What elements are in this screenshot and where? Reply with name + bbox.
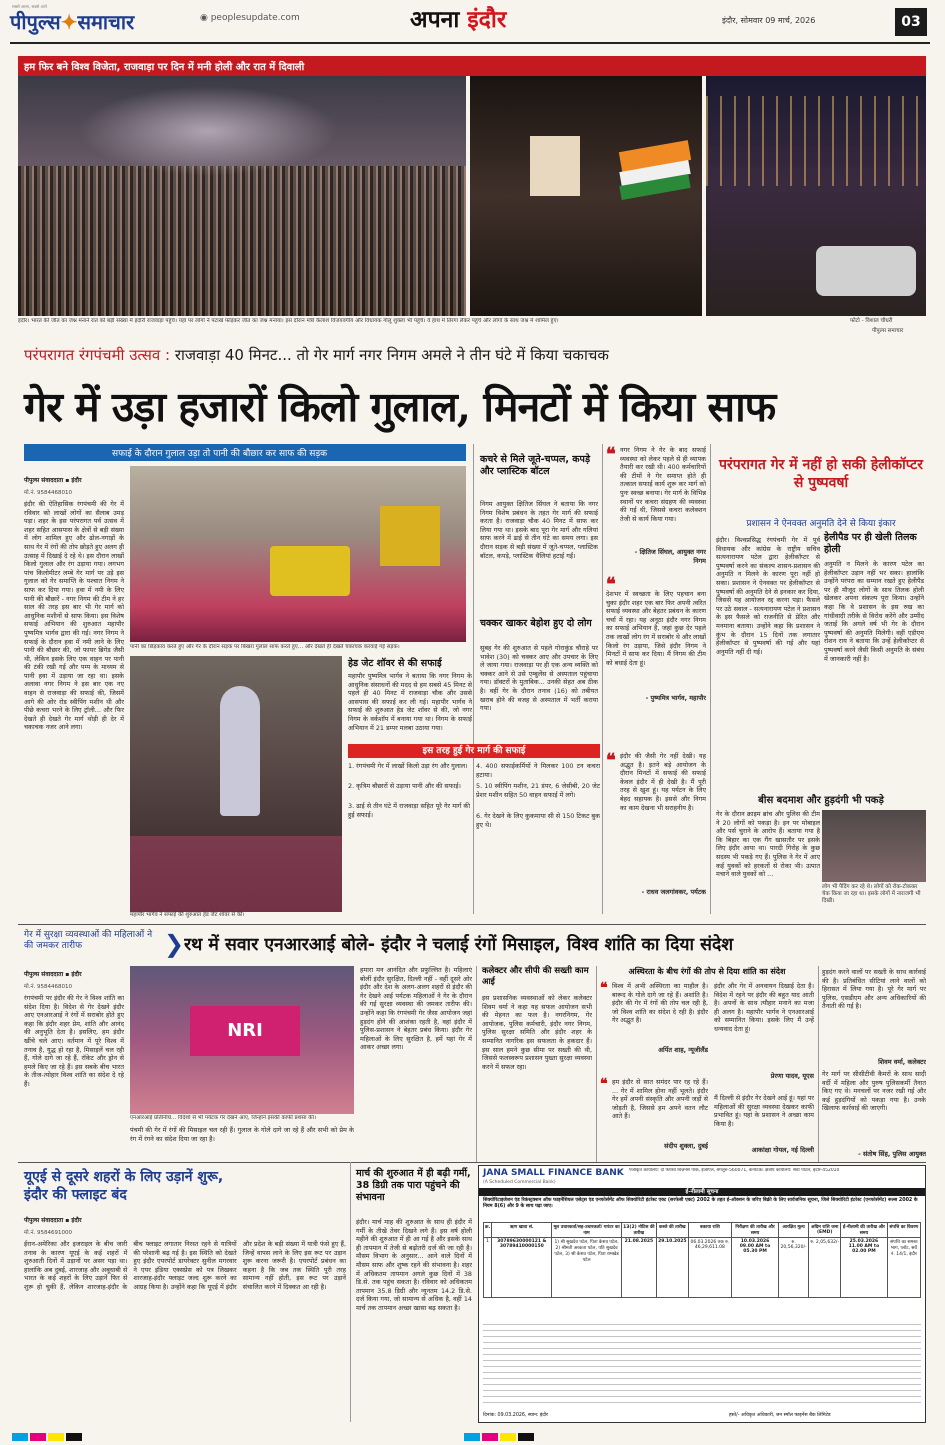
quote-mark-icon: ❝ bbox=[600, 1076, 608, 1092]
cmyk-magenta bbox=[30, 1433, 46, 1441]
helipad-body: अनुमति न मिलने के कारण पटेल का हेलीकॉप्टर उड़ान नहीं भर सका। हालांकि उन्होंने परंपरा का सम्मान रखते हुए हेलीपैड पर ही मौजूद लोगों के साथ तिलक होली खेलकर अपना संकल्प पूरा किया। उन्होंने कहा कि वे प्रशासन के इस रुख का गांधीवादी तरीके से विरोध करेंगे और उम्मीद जताई कि अगले वर्ष भी गेर के दौरान पुष्पवर्षा की अनुमति मिलेगी। वहीं एडीएम रोशन राय ने बताया कि उन्हें हेलीकॉप्टर से पुष्पवर्षा करने जैसी किसी अनुमति के संबंध में जानकारी नहीं है। bbox=[824, 560, 924, 663]
masthead-rule bbox=[10, 42, 930, 44]
byline-name: पीपुल्स संवाददाता bbox=[24, 971, 64, 978]
quote1-by: - क्षितिज सिंघल, आयुक्त नगर निगम bbox=[634, 548, 706, 565]
logo-left: पीपुल्स bbox=[10, 10, 61, 34]
quote2-by: - पुष्यमित्र भार्गव, महापौर bbox=[645, 694, 706, 702]
nri-col-divider-3 bbox=[818, 966, 819, 1162]
table-cell: 29.10.2025 bbox=[657, 1238, 688, 1298]
byline-name: पीपुल्स संवाददाता bbox=[24, 1217, 64, 1224]
peace-headline: अस्थिरता के बीच रंगों की तोप से दिया शांति का संदेश bbox=[628, 967, 786, 976]
side2-headline: चक्कर खाकर बेहोश हुए दो लोग bbox=[480, 618, 592, 629]
nri-body2: पंचमी की गेर में रंगों की मिसाइल चल रही हैं। गुलाल के गोले दागे जा रहे हैं और सभी को प्रेम के रंग में रंगने का संदेश दिया जा रहा है। bbox=[130, 1126, 354, 1143]
logo-dot: ✦ bbox=[60, 10, 78, 34]
nri-headline: रथ में सवार एनआरआई बोले- इंदौर ने चलाई रंगों मिसाइल, विश्व शांति का दिया संदेश bbox=[184, 935, 734, 955]
side1-body: निगम आयुक्त क्षितिज सिंघल ने बताया कि नगर निगम विशेष प्रबंधन के तहत गेर मार्ग की सफाई करता है। राजवाड़ा चौक 40 मिनट में साफ कर लिया गया था। इसके बाद पूरा गेर मार्ग और गलियां साफ करने में ढाई से तीन घंटे का समय लगा। इस दौरान सड़क से बड़ी संख्या में जूते-चप्पल, प्लास्टिक बॉटल, कपड़े, प्लास्टिक थैलियां हटाई गईं। bbox=[480, 500, 598, 560]
cmyk-cyan bbox=[12, 1433, 28, 1441]
tender-fineprint bbox=[483, 1324, 921, 1408]
side-q1-by: शिवम वर्मा, कलेक्टर bbox=[878, 1058, 926, 1066]
site-url-text: peoplesupdate.com bbox=[210, 13, 300, 23]
cmyk-cyan bbox=[464, 1433, 480, 1441]
lead-subhead: सफाई के दौरान गुलाल उड़ा तो पानी की बौछार कर साफ की सड़क bbox=[112, 449, 328, 459]
photo-yellow-roller bbox=[270, 546, 350, 596]
step-item: 3. ढाई से तीन घंटे में राजवाड़ा सहित पूरे गेर मार्ग की हुई सफाई। bbox=[348, 802, 470, 819]
flower-divider bbox=[710, 444, 711, 914]
quote2-text: देशभर में स्वच्छता के लिए पहचान बना चुका इंदौर शहर एक बार फिर अपनी त्वरित सफाई व्यवस्था और बेहतर प्रबंधन के कारण चर्चा में रहा। यह अनूठा इंदौर नगर निगम का सफाई अभियान है, जहां कुछ देर पहले तक लाखों लोग रंग में सराबोर थे और लाखों किलो रंग उड़ाया, जिसे इंदौर निगम ने मिनटों में साफ कर दिया। मैं निगम की टीम को बधाई देता हूं। bbox=[606, 590, 706, 667]
helipad-headline: हेलीपैड पर ही खेली तिलक होली bbox=[824, 532, 917, 555]
side-q2-by: - संतोष सिंह, पुलिस आयुक्त bbox=[858, 1150, 926, 1158]
table-header-cell: ई-नीलामी की तारीख और समय bbox=[841, 1223, 888, 1238]
cmyk-registration-strip bbox=[0, 1433, 945, 1443]
jet-body: महापौर पुष्यमित्र भार्गव ने बताया कि नगर निगम के आधुनिक संसाधनों की मदद से हम सबसे 45 मिनट से पहले ही 40 मिनट में राजवाड़ा चौक और उससे आसपास की सफाई कर ली गई। महापौर भार्गव ने सफाई की शुरुआत हेड जेट शॉवर से की, जो नगर निगम के वर्कशॉप में बनाया गया था। निगम के सफाई अभियान में 21 डम्पर मलबा उठाया गया। bbox=[348, 672, 472, 732]
flights-mobile: मो.नं. 9584691000 bbox=[24, 1230, 73, 1236]
photo-crowd-texture bbox=[18, 166, 466, 316]
photo-brand: पीपुल्स समाचार bbox=[872, 328, 904, 334]
cmyk-black bbox=[518, 1433, 534, 1441]
lead-kicker bbox=[24, 345, 609, 365]
nri-col-divider-1 bbox=[476, 966, 477, 1162]
lead-headline: गेर में उड़ा हजारों किलो गुलाल, मिनटों में किया साफ bbox=[24, 383, 776, 431]
flower-headline: परंपरागत गेर में नहीं हो सकी हेलीकॉप्टर से पुष्पवर्षा bbox=[719, 457, 923, 491]
photo-poster bbox=[530, 136, 580, 196]
quote3-by: - राधव जलगांवकर, पर्यटक bbox=[641, 888, 706, 896]
byline-name: पीपुल्स संवाददाता bbox=[24, 477, 64, 484]
table-cell: 30789630000121 & 30789410000150 bbox=[492, 1238, 552, 1298]
table-cell: 25.03.2026 11.00 AM to 02.00 PM bbox=[841, 1238, 888, 1298]
mayor-photo-caption: महापौर भार्गव ने सफाई की शुरुआत हेड जेट शॉवर से की। bbox=[130, 912, 245, 918]
flights-body: ईरान-अमेरिका और इजराइल के बीच जारी तनाव के कारण यूएई के कई शहरों में शुरुआती दिनों में उड़ानों पर असर पड़ा था। हालांकि अब दुबई, शारजाह और अबूधाबी से भारत के कई शहरों के लिए उड़ानें फिर से शुरू हो चुकी हैं, लेकिन शारजाह-इंदौर के बीच फ्लाइट लगातार निरस्त रहने से यात्रियों की परेशानी बढ़ गई है। इस स्थिति को देखते हुए इंदौर एयरपोर्ट डायरेक्टर सुनील मगरवार ने एयर इंडिया एक्सप्रेस को पत्र लिखकर शारजाह-इंदौर फ्लाइट जल्द शुरू करने का आग्रह किया है। उन्होंने कहा कि यूएई में इंदौर और प्रदेश के बड़ी संख्या में यात्री फंसे हुए हैं, जिन्हें वापस लाने के लिए इस रूट पर उड़ान शुरू करना जरूरी है। एयरपोर्ट प्रबंधन का कहना है कि जब तक स्थिति पूरी तरह सामान्य नहीं होती, इस रूट पर उड़ानें संचालित करने में दिक्कत आ रही है। bbox=[24, 1240, 346, 1291]
logo-right: समाचार bbox=[77, 10, 135, 34]
quote-mark-icon: ❝ bbox=[600, 980, 608, 996]
byline-city: इंदौर bbox=[71, 971, 82, 978]
step-item: 1. रंगपंचमी गेर में लाखों किलो उड़ा रंग और गुलाल। bbox=[348, 762, 468, 770]
photo-nri-chariot bbox=[130, 966, 354, 1114]
cmyk-black bbox=[66, 1433, 82, 1441]
steps-list bbox=[348, 762, 600, 872]
lead-body: इंदौर की ऐतिहासिक रंगपंचमी की गेर में रविवार को लाखों लोगों का सैलाब उमड़ पड़ा। शहर के इस परंपरागत पर्व उत्सव में शहर सहित आसपास के क्षेत्रों से बड़ी संख्या में लोग शामिल हुए और ढोल-नगाड़ों के साथ गेर में रंगों की तोप छोड़ते हुए अलग ही उत्साह में दिखाई दे रहे थे। इस दौरान लाखों किलो गुलाल और रंग उड़ाया गया। लगभग पांच किलोमीटर लम्बे गेर मार्ग पर उड़े इस गुलाल को गेर समाप्ति के पश्चात निगम ने साफ कर दिया गया। हवा में नमी के लिए पानी की बौछारें - नगर निगम की टीम ने हर साल की तरह इस बार भी गेर मार्ग को आधुनिक मशीनों से साफ किया। इस विशेष सफाई अभियान की शुरुआत महापौर पुष्यमित्र भार्गव द्वारा की गई। नगर निगम ने सफाई के दौरान हवा में नमी लाने के लिए पानी की बौछार की, जो फायर ब्रिगेड जैसी थी, लेकिन इसके लिए एक वाहन पर पानी की टंकी रखी गई और पम्प के माध्यम से पानी हवा में उड़ाया जा रहा था। इसके अलावा नगर निगम ने इस बार एक नए वाहन से राजवाड़ा की सफाई की, जिसमें आगे की ओर रोड स्वीपिंग मशीन थी और पीछे कचरा भरने के लिए ट्रॉली... और फिर देखते ही देखते गेर मार्ग थोड़ी ही देर में चकाचक नजर आने लगा। bbox=[24, 500, 124, 732]
photo-pink-ground bbox=[130, 836, 342, 912]
photo-crowd-rajwada bbox=[18, 76, 466, 316]
photo-night-street bbox=[706, 76, 926, 316]
peace-q3-by: प्रेरणा यादव, यूएस bbox=[770, 1072, 814, 1080]
photo-caption: इंदौर। भारत की जीत का जश्न मनाने रात को बड़ी संख्या में इंदौरी राजवाड़ा पहुंचे। यहां पर लोगों ने पटाखे फोड़कर जीत का जश्न मनाया। इस दौरान मंत्री कैलाश विजयवर्गीय और विधायक गोलू शुक्ला भी पहुंचे। वे हाथ में तिरंगा लेकर पहुंचे और लोगों के साथ जश्न में शामिल हुए। bbox=[18, 318, 559, 324]
notice-desc: सिक्योरिटाइजेशन एंड रिकंस्ट्रक्शन ऑफ फाइनेंशियल एसेट्स एंड एनफोर्समेंट ऑफ सिक्योरिटी इंटरेस्ट एक्ट (सरफेसी एक्ट) 2002 के तहत ई-ऑक्शन के जरिए बिक्री के लिए सार्वजनिक सूचना, जिसे सिक्योरिटी इंटरेस्ट (एनफोर्समेंट) रूल्स 2002 के नियम 8(6) और 9 के साथ पढ़ा जाए। bbox=[483, 1198, 918, 1210]
bank-sub: (A Scheduled Commercial Bank) bbox=[483, 1180, 556, 1185]
bank-addr: पंजीकृत कार्यालय: दी फेयरवे बिज़नेस पार्क, ईजीएल, बेंगलुरु-560071, कर्नाटक। क्षेत्रीय कार्यालय: सेवा पोर्टल, इंदौर-452010 bbox=[629, 1168, 840, 1173]
bouncers-headline: बीस बदमाश और हुड़दंगी भी पकड़े bbox=[758, 795, 884, 806]
nri-kicker: गेर में सुरक्षा व्यवस्थाओं की महिलाओं ने की जमकर तारीफ bbox=[24, 930, 153, 951]
table-cell: 06.03.2026 तक रु. 46,29,611.08 bbox=[688, 1238, 732, 1298]
photo-credit: फोटो - विशाल चौधरी bbox=[850, 318, 893, 324]
step-item: 2. कृत्रिम बौछारों से उड़ाया पानी और की सफाई। bbox=[348, 782, 461, 790]
table-cell: रु. 20,56,320/- bbox=[778, 1238, 809, 1298]
table-header-cell: ऋण खाता सं. bbox=[492, 1223, 552, 1238]
table-cell: 10.03.2026 09.00 AM to 05.30 PM bbox=[732, 1238, 779, 1298]
photo-nri-banner: NRI bbox=[190, 1006, 300, 1056]
quote-mark-icon: ❝ bbox=[606, 750, 616, 771]
table-header-cell: क्र. bbox=[484, 1223, 492, 1238]
table-row bbox=[484, 1238, 921, 1298]
masthead-logo bbox=[10, 8, 134, 35]
flights-top-rule bbox=[18, 1162, 926, 1163]
bouncers-body: गेर के दौरान क्राइम ब्रांच और पुलिस की टीम ने 20 लोगों को पकड़ा है। इन पर मोबाइल और पर्स चुराने के आरोप हैं। बताया गया है कि बिहार का एक गैंग खासतौर पर इसके लिए इंदौर आया था। पारदी गिरोह के कुछ सदस्य भी पकड़े गए हैं। पुलिस ने गेर में आए कई युवकों को हरकतों से रोका भी। उत्पात मचाने वाले युवकों को ... bbox=[716, 810, 820, 879]
table-header-cell: 13(2) नोटिस की तारीख bbox=[621, 1223, 656, 1238]
section-title bbox=[410, 2, 506, 34]
table-header-cell: मूल उधारकर्ता/सह-उधारकर्ता/ गारंटर का नाम bbox=[552, 1223, 621, 1238]
flower-body: इंदौर। विश्वप्रसिद्ध रंगपंचमी गेर में पूर्व विधायक और कांग्रेस के राष्ट्रीय सचिव सत्यनारायण पटेल द्वारा हेलीकॉप्टर से पुष्पवर्षा करने का संकल्प शासन-प्रशासन की अनुमति न मिलने के कारण पूरा नहीं हो सका। प्रशासन ने ऐनवक्त पर हेलीकॉप्टर से पुष्पवर्षा की अनुमति देने से इनकार कर दिया, जिससे यह आयोजन रद्द करना पड़ा। फैसले पर उठे सवाल - सत्यनारायण पटेल ने प्रशासन के इस फैसले को राजनीति से प्रेरित और मनमाना बताया। उन्होंने कहा कि प्रशासन ने कुंभ के दौरान 15 दिनों तक लगातार हेलीकॉप्टर से पुष्पवर्षा की गई और यहां अनुमति नहीं दी गई। bbox=[716, 536, 820, 656]
photo-arrests bbox=[822, 810, 926, 882]
side-q2: गेर मार्ग पर सीसीटीवी कैमरों के साथ सादी वर्दी में महिला और पुरुष पुलिसकर्मी तैनात किए गए थे। मनचलों पर नजर रखी गई और कई हुड़दंगियों को पकड़ा गया है। उनके खिलाफ कार्रवाई की जाएगी। bbox=[822, 1070, 926, 1113]
photo-mayor-jet bbox=[130, 656, 342, 912]
tender-footer: दिनांक: 09.03.2026, स्थान: इंदौर bbox=[483, 1413, 549, 1418]
quote3-text: इंदौर की जैसी गेर नहीं देखी। यह अद्भुत है। इतने बड़े आयोजन के दौरान मिनटों में सफाई की सफाई केवल इंदौर में ही देखी है। मैं पूरी तरह से खुश हूं। यह पर्यटन के लिए बेहद सहायक है। इससे और निगम का काम देखना भी सराहनीय है। bbox=[620, 752, 706, 812]
table-header-cell: संपत्ति का विवरण bbox=[887, 1223, 920, 1238]
nri-byline: पीपुल्स संवाददाता ▪ इंदौर bbox=[24, 971, 82, 978]
peace-q2: हम इंदौर से सात समंदर पार रह रहे हैं। ... गेर में शामिल होना नहीं भूलते। इंदौर गेर हमें अपनी संस्कृति और अपनी जड़ों से जोड़ती है, जिससे हम अपने वतन लौट आते हैं। bbox=[612, 1078, 708, 1121]
kicker-red: परंपरागत रंगपंचमी उत्सव : bbox=[24, 346, 171, 364]
table-cell: 1 bbox=[484, 1238, 492, 1298]
cmyk-yellow bbox=[500, 1433, 516, 1441]
photo-flag-celebration bbox=[470, 76, 702, 316]
photo-car bbox=[816, 246, 916, 296]
table-cell: रु. 2,05,632/- bbox=[809, 1238, 841, 1298]
photo-jcb bbox=[380, 506, 440, 566]
nri-body3: हमारा मन आनंदित और प्रफुल्लित है। महिलाएं बोलीं इंदौर सुरक्षित, दिल्ली नहीं - वहीं दूसरे ओर इंदौर और देश के अलग-अलग शहरों से इंदौर की गेर देखने आई पर्यटक महिलाओं ने गेर के दौरान की गई सुरक्षा व्यवस्था की जमकर तारीफ की। उन्होंने कहा कि रंगपंचमी गेर जैसा आयोजन जहां हुड़दंग होने की आशंका रहती है, वहां इंदौर में पुलिस-प्रशासन ने बेहतर प्रबंध किया। इंदौर गेर महिलाओं के लिए सुरक्षित है, हमें यहां गेर में आकर अच्छा लगा। bbox=[360, 966, 472, 1052]
photo-cleaning-machines bbox=[130, 466, 466, 642]
lead-byline: पीपुल्स संवाददाता ▪ इंदौर bbox=[24, 477, 82, 484]
peace-q4: मैं दिल्ली से इंदौर गेर देखने आई हूं। यहां पर महिलाओं की सुरक्षा व्यवस्था देखकर काफी प्रभावित हूं। यहां के प्रशासन ने अच्छा काम किया है। bbox=[714, 1094, 814, 1128]
globe-icon: ◉ bbox=[200, 13, 211, 23]
section-prefix: अपना bbox=[410, 6, 460, 33]
weather-headline: मार्च की शुरुआत में ही बढ़ी गर्मी, 38 डिग्री तक पारा पहुंचने की संभावना bbox=[356, 1168, 471, 1203]
flights-byline: पीपुल्स संवाददाता ▪ इंदौर bbox=[24, 1217, 82, 1224]
kicker-black: राजवाड़ा 40 मिनट... तो गेर मार्ग नगर निगम अमले ने तीन घंटे में किया चकाचक bbox=[174, 346, 609, 364]
cleaning-photo-caption: पानी का छिड़काव करते हुए और गेर के दौरान सड़क पर बिखरा गुलाल साफ करते हुए... और देखते ही देखते चकाचक करवाई गई सड़क। bbox=[130, 644, 400, 650]
section-city: इंदौर bbox=[467, 6, 507, 33]
nri-photo-caption: एनआरआई प्रतिनिधि... विदेशों से भी पर्यटक गेर देखने आए, जिन्होंने इसकी काफी प्रशंसा की। bbox=[130, 1115, 317, 1121]
site-url[interactable] bbox=[200, 13, 300, 23]
bank-logo bbox=[483, 1168, 624, 1178]
issue-date: इंदौर, सोमवार 09 मार्च, 2026 bbox=[722, 16, 816, 25]
lead-col-divider-2 bbox=[602, 444, 603, 914]
flower-subhead: प्रशासन ने ऐनवक्त अनुमति देने से किया इंकार bbox=[746, 519, 896, 529]
cmyk-yellow bbox=[48, 1433, 64, 1441]
peace-q3: इंदौर और गेर में अनवायन दिखाई देता है। विदेश में रहने पर इंदौर की बहुत याद आती है। अपनों के साथ त्यौहार मनाने का मजा ही अलग है। महापौर भार्गव ने एनआरआई को सम्मानित किया। इसके लिए मैं उन्हें धन्यवाद देता हूं। bbox=[714, 982, 814, 1033]
table-header-cell: बकाया राशि bbox=[688, 1223, 732, 1238]
weather-divider bbox=[350, 1162, 351, 1422]
nri-mobile: मो.नं. 9584468010 bbox=[24, 984, 73, 990]
table-header-cell: निरीक्षण की तारीख और समय bbox=[732, 1223, 779, 1238]
nri-col-divider-2 bbox=[596, 966, 597, 1162]
photo-story-title: हम फिर बने विश्व विजेता, राजवाड़ा पर दिन में मनी होली और रात में दिवाली bbox=[24, 62, 305, 73]
flights-headline: यूएई से दूसरे शहरों के लिए उड़ानें शुरू, इंदौर की फ्लाइट बंद bbox=[24, 1169, 224, 1203]
table-header-row bbox=[484, 1223, 921, 1238]
collector-body: इस प्रशासनिक व्यवस्थाओं को लेकर कलेक्टर शिवम वर्मा ने कहा यह सफल आयोजन सभी की मेहनत का फल है। नगरनिगम, गेर आयोजक, पुलिस कर्मचारी, इंदौर नगर निगम, पुलिस सुरक्षा समिति और इंदौर शहर के सम्मानित नागरिक इस सफलता के हकदार हैं। इस साल हमने कुछ सीमा पर सख्ती की थी, जिससे फलस्वरूप प्रशासन पुख्ता सुरक्षा व्यवस्था करने में सफल रहा। bbox=[482, 994, 592, 1071]
auction-table bbox=[483, 1222, 921, 1298]
peace-q2-by: संदीप शुक्ला, दुबई bbox=[664, 1142, 708, 1150]
bank-name: JANA SMALL FINANCE BANK bbox=[483, 1168, 624, 1178]
side-q1: हुड़दंग करने वालों पर सख्ती के साथ कार्रवाई की है। प्रतिबंधित सीटियां लाने वालों को हिरासत में लिया गया है। पूरे गेर मार्ग पर पुलिस, एसडीएम और अन्य अधिकारियों की तैनाती की गई है। bbox=[822, 968, 926, 1011]
step-item: 5. 10 स्वीपिंग मशीन, 21 डंपर, 6 जेसीबी, 20 जेट प्रेशर मशीन सहित 50 वाहन सफाई में लगे। bbox=[476, 782, 600, 799]
arrests-caption: लोग भी पैदिंग कर रहे थे। लोगों को रोक-टोककर चेक किया जा रहा था। इसके लोगों में नाराजगी भी दिखी। bbox=[822, 884, 921, 904]
quote-mark-icon: ❝ bbox=[606, 444, 616, 465]
table-cell: 1) श्री सुखदेव पटेल, पिता केशव पटेल, 2) श्रीमती अरकता पटेल, पति सुखदेव पटेल, 3) श्री केशव पटेल, पिता रामखेड पटेल bbox=[552, 1238, 621, 1298]
collector-headline: कलेक्टर और सीपी की सख्ती काम आई bbox=[482, 966, 589, 987]
peace-q1: विश्व में अभी अस्थिरता का माहौल है। बारूद के गोले दागे जा रहे हैं। अशांति है। इंदौर की गेर में रंगों की तोप चल रही है, जो विश्व शांति का संदेश दे रही है। इंदौर गेर अद्भुत है। bbox=[612, 982, 708, 1025]
tender-notice bbox=[478, 1165, 926, 1423]
table-header-cell: आरक्षित मूल्य bbox=[778, 1223, 809, 1238]
page-number: 03 bbox=[895, 8, 927, 36]
notice-title: ई-नीलामी सूचना bbox=[685, 1189, 719, 1195]
table-header-cell: अग्रिम राशि जमा (EMD) bbox=[809, 1223, 841, 1238]
table-cell: 21.08.2025 bbox=[621, 1238, 656, 1298]
nri-kicker-arrow: ❯ bbox=[164, 930, 185, 958]
peace-q4-by: आकांक्षा गोयल, नई दिल्ली bbox=[751, 1146, 814, 1154]
cmyk-magenta bbox=[482, 1433, 498, 1441]
byline-city: इंदौर bbox=[71, 477, 82, 484]
tender-signatory: हस्ते/- अधिकृत अधिकारी, जन स्मॉल फाइनेंस बैंक लिमिटेड bbox=[729, 1413, 831, 1418]
nri-top-rule bbox=[18, 924, 926, 925]
table-cell: संपत्ति का समस्त भाग, प्लॉट, सर्वे नं. 14/1, इंदौर bbox=[887, 1238, 920, 1298]
lead-mobile: मो.नं. 9584468010 bbox=[24, 490, 73, 496]
photo-building-lights bbox=[706, 96, 926, 186]
nri-body1: रंगपंचमी पर इंदौर की गेर ने विश्व शांति का संदेश दिया है। विदेश से गेर देखने इंदौर आए एनआरआई ने रंगों में सराबोर होते हुए कहा कि इंदौर शहर प्रेम, शांति और आनंद की अनुभूति देता है। इसलिए, हम इंदौर खींचे चले आए। वर्तमान में पूरे विश्व में तनाव है, युद्ध हो रहा है, मिसाइलें चल रही हैं, गोले दागे जा रहे हैं, रॉकेट और ड्रोन से हमले किए जा रहे हैं। इस सबके बीच भारत के तीज-त्योहार विश्व शांति का संदेश दे रहे हैं। bbox=[24, 994, 124, 1088]
quote1-text: नगर निगम ने गेर के बाद सफाई व्यवस्था को लेकर पहले से ही व्यापक तैयारी कर रखी थी। 400 कर्मचारियों की टीमों ने गेर समाप्त होते ही तत्काल सफाई कार्य शुरू कर मार्ग को पुनः स्वच्छ बनाया। गेर मार्ग के विभिन्न स्थानों पर कचरा संग्रहण की व्यवस्था की गई थी, जिससे कचरा कलेक्शन तेजी से कार्य किया गया। bbox=[620, 446, 706, 523]
jet-headline: हेड जेट शॉवर से की सफाई bbox=[348, 658, 442, 669]
table-header-cell: कब्जे की तारीख bbox=[657, 1223, 688, 1238]
peace-q1-by: अर्पित शाह, न्यूजीलैंड bbox=[658, 1046, 708, 1054]
masthead-tagline: सबसे अलग, सबसे आगे bbox=[12, 4, 47, 9]
quote-mark-icon: ❝ bbox=[606, 574, 616, 595]
side1-headline: कचरे से मिले जूते-चप्पल, कपड़े और प्लास्टिक बॉटल bbox=[480, 454, 591, 477]
byline-city: इंदौर bbox=[71, 1217, 82, 1224]
weather-body: इंदौर। मार्च माह की शुरुआत के साथ ही इंदौर में गर्मी के तीखे तेवर दिखने लगे हैं। इस वर्ष होली महीने की शुरुआत में ही आ गई है और इसके साथ ही तापमान में तेजी से बढ़ोतरी दर्ज की जा रही है। मौसम विभाग के अनुसार... आने वाले दिनों में मौसम साफ और शुष्क रहने की संभावना है। शहर में अधिकतम तापमान अगले कुछ दिनों में 38 डि.से. तक पहुंच सकता है। रविवार को अधिकतम तापमान 35.8 डिग्री और न्यूनतम 14.2 डि.से. दर्ज किया गया, जो सामान्य से अधिक है, वहीं 14 मार्च तक तापमान अच्छा खासा बढ़ सकता है। bbox=[356, 1218, 472, 1312]
step-item: 6. गेर देखने के लिए कुकमाया सी से 150 टिकट बुक हुए थे। bbox=[476, 812, 600, 829]
side2-body: सुबह गेर की शुरुआत से पहले गोराकुंड चौराहे पर भावेश (30) को चक्कर आए और उपचार के लिए ले जाया गया। राजवाड़ा पर ही एक अन्य व्यक्ति को चक्कर आने से उसे एम्बुलेंस से अस्पताल पहुंचाया गया। डॉक्टरों के मुताबिक... उनकी सेहत अब ठीक है। वहीं गेर के दौरान तनाव (16) को तबीयत खराब होने की वजह से अस्पताल में भर्ती कराया गया। bbox=[480, 644, 598, 713]
steps-headline: इस तरह हुई गेर मार्ग की सफाई bbox=[348, 744, 600, 758]
photo-mayor-figure bbox=[220, 686, 260, 816]
photo-color-haze bbox=[78, 86, 338, 176]
step-item: 4. 400 सफाईकर्मियों ने मिलकर 100 टन कचरा हटाया। bbox=[476, 762, 600, 779]
